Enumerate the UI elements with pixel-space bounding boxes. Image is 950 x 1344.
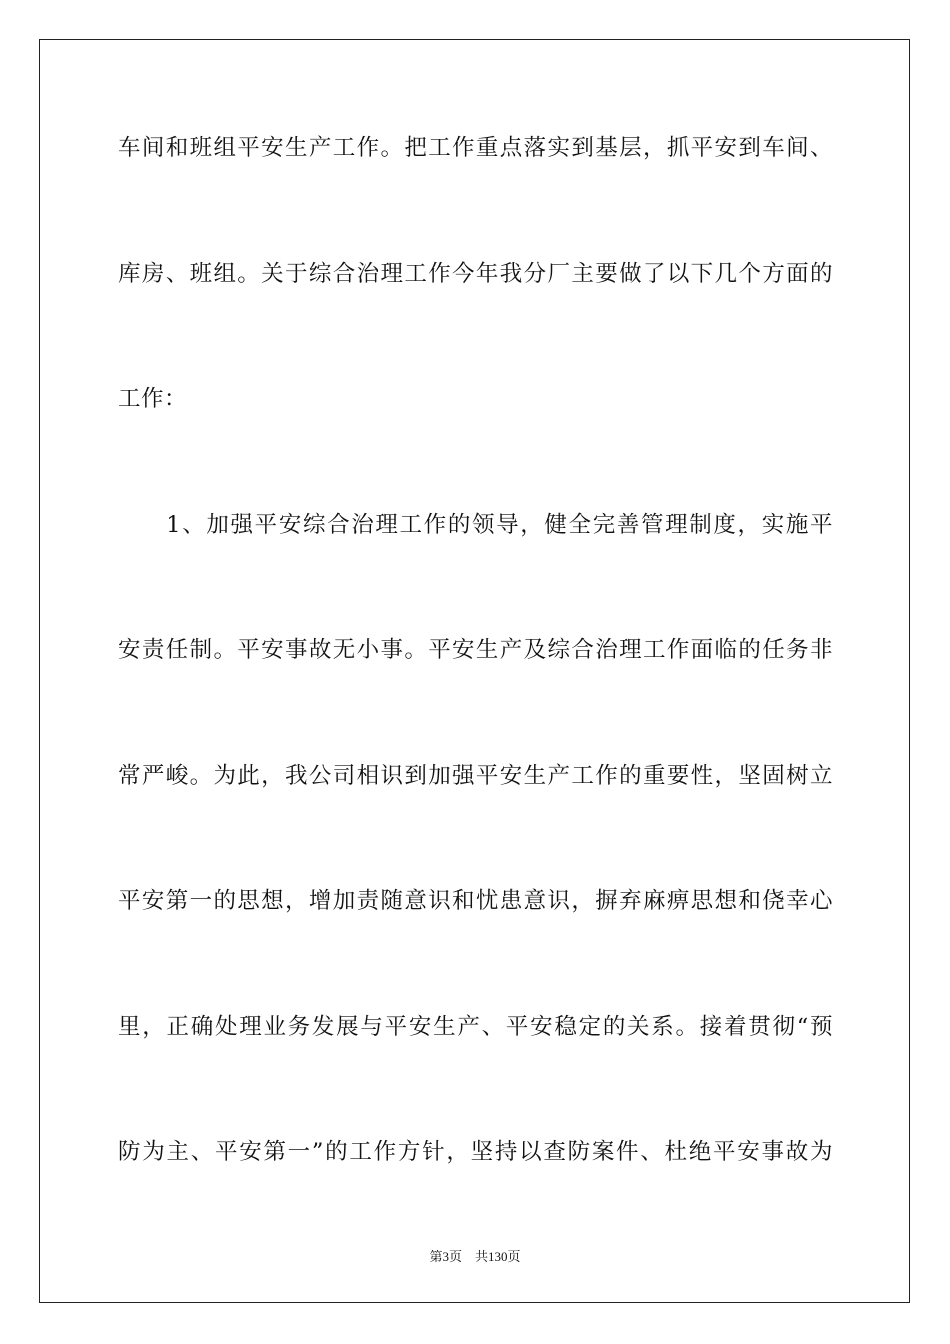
body-text-line-1: 车间和班组平安生产工作。把工作重点落实到基层，抓平安到车间、 (118, 135, 833, 161)
body-text-line-5: 安责任制。平安事故无小事。平安生产及综合治理工作面临的任务非 (118, 637, 833, 663)
body-text-line-7: 平安第一的思想，增加责随意识和忧患意识，摒弃麻痹思想和侥幸心 (118, 888, 833, 914)
body-text-line-9: 防为主、平安第一”的工作方针，坚持以查防案件、杜绝平安事故为 (118, 1139, 833, 1165)
body-text-line-4: 1、加强平安综合治理工作的领导，健全完善管理制度，实施平 (118, 512, 833, 538)
body-text-line-6: 常严峻。为此，我公司相识到加强平安生产工作的重要性，坚固树立 (118, 763, 833, 789)
body-text-line-8: 里，正确处理业务发展与平安生产、平安稳定的关系。接着贯彻“预 (118, 1014, 833, 1040)
body-text-line-3: 工作： (118, 386, 188, 412)
page-number-footer: 第3页 共130页 (429, 1249, 521, 1264)
body-text-line-2: 库房、班组。关于综合治理工作今年我分厂主要做了以下几个方面的 (118, 261, 833, 287)
page-border (39, 39, 910, 1303)
